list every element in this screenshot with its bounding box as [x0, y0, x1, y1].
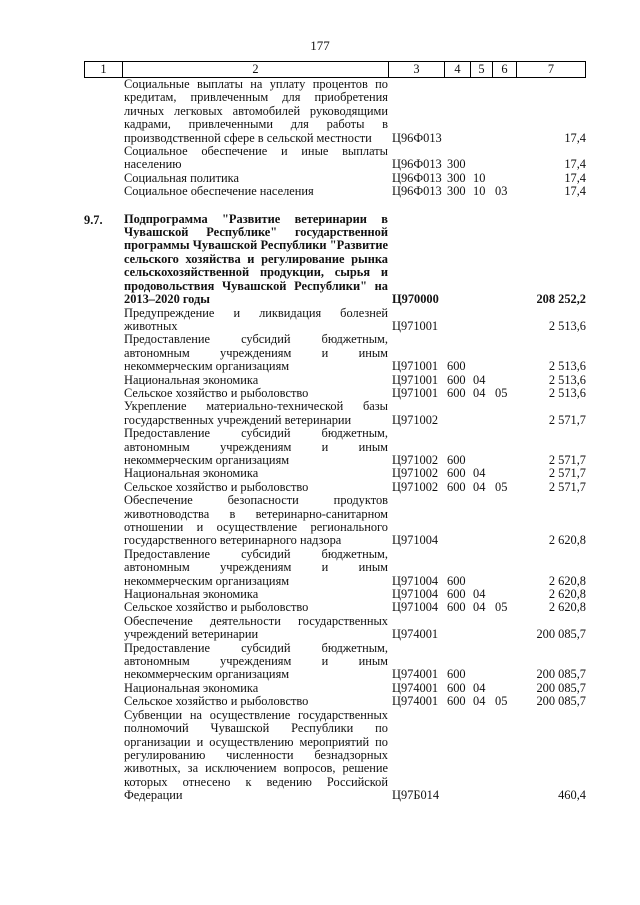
row-sum: 200 085,7	[536, 694, 586, 709]
row-name: Национальная экономика	[124, 587, 259, 602]
row-vr: 300	[447, 170, 466, 185]
row-name: Обеспечение безопасности продуктов животноводства в ветеринарно-санитарном отношении и осуществление регионального государственного ветеринарного надзора	[124, 493, 388, 548]
table-row	[84, 78, 586, 145]
row-name: Национальная экономика	[124, 680, 259, 695]
row-name: Субвенции на осуществление государственных полномочий Чувашской Республики по организации и осуществлению мероприятий по регулированию численности безнадзорных животных, за исключением вопросов, решение которых отнесено к ведению Российской Федерации	[124, 707, 388, 803]
row-code: Ц971002	[392, 412, 439, 427]
row-sum: 460,4	[558, 788, 586, 803]
row-name: Национальная экономика	[124, 372, 259, 387]
header-cell-6: 6	[492, 62, 516, 77]
row-sum: 2 571,7	[548, 452, 586, 467]
row-code: Ц970000	[392, 292, 439, 307]
row-sum: 208 252,2	[536, 292, 586, 307]
row-code: Ц96Ф013	[392, 170, 442, 185]
page-number: 177	[310, 38, 330, 53]
table-row	[84, 213, 586, 307]
budget-table	[84, 61, 586, 803]
row-pr: 05	[495, 600, 508, 615]
table-row	[84, 387, 586, 400]
table-row	[84, 601, 586, 614]
row-sum: 2 620,8	[548, 533, 586, 548]
row-vr: 600	[447, 479, 466, 494]
table-row	[84, 682, 586, 695]
row-rz: 04	[473, 680, 486, 695]
row-vr: 300	[447, 184, 466, 199]
row-rz: 04	[473, 587, 486, 602]
table-row	[84, 145, 586, 172]
table-row	[84, 172, 586, 185]
row-code: Ц96Ф013	[392, 184, 442, 199]
row-rz: 04	[473, 600, 486, 615]
row-code: Ц971001	[392, 318, 439, 333]
row-vr: 600	[447, 452, 466, 467]
row-sum: 17,4	[564, 157, 586, 172]
header-cell-1: 1	[84, 62, 122, 77]
row-rz: 04	[473, 466, 486, 481]
table-row	[84, 374, 586, 387]
row-sum: 2 513,6	[548, 318, 586, 333]
row-name: Укрепление материально-технической базы государственных учреждений ветеринарии	[124, 399, 388, 427]
table-row	[84, 709, 586, 803]
row-name: Обеспечение деятельности государственных учреждений ветеринарии	[124, 613, 388, 642]
row-code: Ц971001	[392, 359, 439, 374]
table-row	[84, 400, 586, 427]
row-name: Предоставление субсидий бюджетным, автономным учреждениям и иным некоммерческим организациям	[124, 546, 388, 588]
row-rz: 04	[473, 372, 486, 387]
row-pr: 05	[495, 385, 508, 400]
table-row	[84, 185, 586, 198]
row-rz: 04	[473, 385, 486, 400]
row-rz: 04	[473, 694, 486, 709]
row-sum: 2 571,7	[548, 466, 586, 481]
row-code: Ц97Б014	[392, 788, 440, 803]
row-vr: 600	[447, 680, 466, 695]
row-vr: 600	[447, 466, 466, 481]
row-name: Национальная экономика	[124, 466, 259, 481]
row-name: Подпрограмма "Развитие ветеринарии в Чувашской Республике" государственной программы Чувашской Республики "Развитие сельского хозяйства и регулирование рынка сельскохозяйственной продукции, сырья и продовольствия Чувашской Республики" на 2013–2020 годы	[124, 211, 388, 307]
row-vr: 600	[447, 359, 466, 374]
row-name: Социальное обеспечение и иные выплаты населению	[124, 144, 388, 172]
row-name: Сельское хозяйство и рыболовство	[124, 694, 309, 709]
row-spacer	[84, 199, 586, 213]
row-vr: 600	[447, 667, 466, 682]
row-name: Социальная политика	[124, 170, 239, 185]
row-code: Ц971004	[392, 600, 439, 615]
row-rz: 10	[473, 184, 486, 199]
row-sum: 2 571,7	[548, 412, 586, 427]
row-name: Предоставление субсидий бюджетным, автономным учреждениям и иным некоммерческим организациям	[124, 640, 388, 682]
row-name: Предоставление субсидий бюджетным, автономным учреждениям и иным некоммерческим организациям	[124, 426, 388, 467]
table-row	[84, 548, 586, 588]
table-row	[84, 467, 586, 480]
row-code: Ц974001	[392, 680, 439, 695]
row-name: Социальные выплаты на уплату процентов по кредитам, привлеченным для приобретения личных легковых автомобилей руководящими кадрами, привлеченными для работы в производственной сфере в сельской местности	[124, 77, 388, 145]
row-vr: 600	[447, 600, 466, 615]
row-vr: 600	[447, 694, 466, 709]
table-row	[84, 642, 586, 682]
table-row	[84, 615, 586, 642]
row-sum: 2 513,6	[548, 372, 586, 387]
table-row	[84, 307, 586, 334]
row-rz: 10	[473, 170, 486, 185]
row-code: Ц971002	[392, 479, 439, 494]
header-cell-5: 5	[470, 62, 492, 77]
header-cell-2: 2	[122, 62, 388, 77]
row-sum: 17,4	[564, 184, 586, 199]
row-pr: 03	[495, 184, 508, 199]
row-sum: 17,4	[564, 130, 586, 145]
row-vr: 600	[447, 385, 466, 400]
table-row	[84, 494, 586, 548]
header-cell-3: 3	[388, 62, 444, 77]
header-cell-4: 4	[444, 62, 470, 77]
row-code: Ц96Ф013	[392, 130, 442, 145]
row-pr: 05	[495, 694, 508, 709]
table-row	[84, 588, 586, 601]
row-code: Ц974001	[392, 627, 439, 642]
row-name: Предоставление субсидий бюджетным, автономным учреждениям и иным некоммерческим организациям	[124, 332, 388, 374]
row-sum: 2 620,8	[548, 600, 586, 615]
row-code: Ц971002	[392, 452, 439, 467]
row-code: Ц971004	[392, 533, 439, 548]
row-vr: 300	[447, 157, 466, 172]
row-rz: 04	[473, 479, 486, 494]
row-sum: 2 620,8	[548, 573, 586, 588]
row-code: Ц974001	[392, 694, 439, 709]
table-row	[84, 695, 586, 708]
row-code: Ц974001	[392, 667, 439, 682]
table-row	[84, 427, 586, 467]
table-row	[84, 333, 586, 373]
row-code: Ц971004	[392, 587, 439, 602]
row-name: Сельское хозяйство и рыболовство	[124, 600, 309, 615]
table-row	[84, 481, 586, 494]
row-sum: 200 085,7	[536, 680, 586, 695]
row-code: Ц971004	[392, 573, 439, 588]
row-pr: 05	[495, 479, 508, 494]
row-code: Ц971001	[392, 385, 439, 400]
table-header	[84, 61, 586, 78]
header-cell-7: 7	[516, 62, 586, 77]
row-code: Ц96Ф013	[392, 157, 442, 172]
row-vr: 600	[447, 372, 466, 387]
row-sum: 17,4	[564, 170, 586, 185]
row-code: Ц971002	[392, 466, 439, 481]
row-sum: 2 513,6	[548, 359, 586, 374]
row-code: Ц971001	[392, 372, 439, 387]
row-sum: 2 620,8	[548, 587, 586, 602]
row-sum: 200 085,7	[536, 627, 586, 642]
row-vr: 600	[447, 573, 466, 588]
row-sum: 2 571,7	[548, 479, 586, 494]
row-name: Социальное обеспечение населения	[124, 184, 314, 199]
table-body	[84, 78, 586, 803]
row-vr: 600	[447, 587, 466, 602]
row-sum: 2 513,6	[548, 385, 586, 400]
row-name: Сельское хозяйство и рыболовство	[124, 479, 309, 494]
row-name: Сельское хозяйство и рыболовство	[124, 385, 309, 400]
row-number: 9.7.	[84, 212, 103, 227]
row-sum: 200 085,7	[536, 667, 586, 682]
row-name: Предупреждение и ликвидация болезней животных	[124, 305, 388, 333]
